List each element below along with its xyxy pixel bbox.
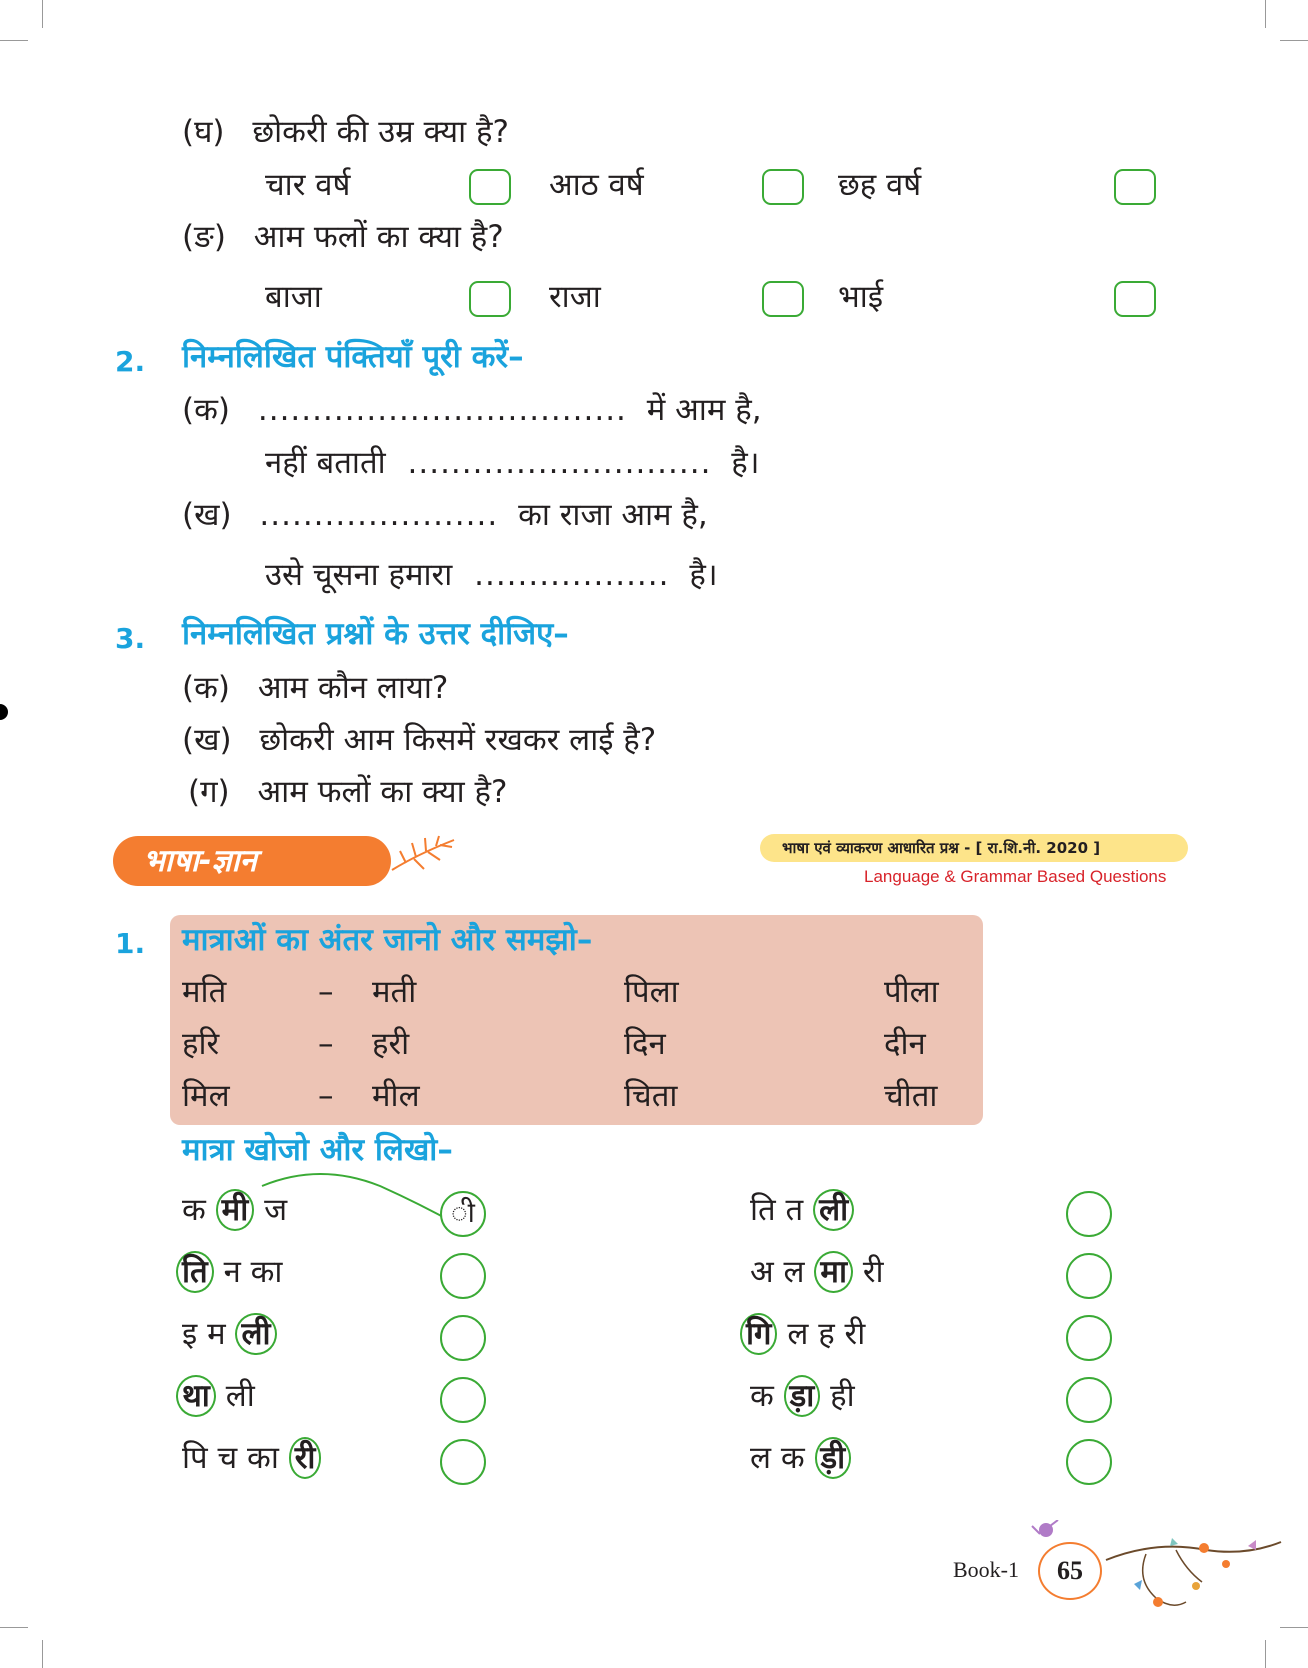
question-text: छोकरी की उम्र क्या है? (252, 114, 509, 150)
line-text: नहीं बताती (265, 445, 386, 481)
matra-word: चीता (884, 1078, 938, 1114)
page-number: 65 (1057, 1556, 1083, 1585)
crop-mark (1280, 1627, 1308, 1628)
highlighted-syllable: ति (176, 1251, 214, 1293)
question-label: (ग) (188, 774, 230, 810)
checkbox[interactable] (762, 169, 804, 205)
answer-circle[interactable] (1066, 1191, 1112, 1237)
question-item (188, 772, 507, 812)
line-text: का राजा आम है, (518, 497, 708, 533)
answer-circle[interactable]: ी (440, 1191, 486, 1237)
highlighted-syllable: गि (740, 1313, 777, 1355)
crop-mark (1265, 0, 1266, 28)
line-text: है। (689, 557, 718, 593)
matra-word: मील (372, 1078, 420, 1114)
option-text: छह वर्ष (838, 167, 922, 203)
checkbox[interactable] (469, 281, 511, 317)
connector-line (260, 1168, 460, 1238)
matra-word: दिन (624, 1026, 666, 1062)
syllable: ही (830, 1378, 855, 1414)
option-text: चार वर्ष (265, 167, 351, 203)
crop-mark (42, 1640, 43, 1668)
option-text: राजा (549, 279, 601, 315)
checkbox[interactable] (1114, 169, 1156, 205)
nep-tag-text: भाषा एवं व्याकरण आधारित प्रश्न - [ रा.शि.नी. 2020 ] (782, 839, 1101, 857)
syllable: अ ल (750, 1254, 805, 1290)
crop-mark (1280, 40, 1308, 41)
section-number: 3. (115, 622, 146, 655)
highlighted-syllable: मा (814, 1251, 853, 1293)
question-nga (182, 217, 504, 257)
crop-mark (0, 1627, 28, 1628)
question-label: (ख) (182, 497, 232, 533)
question-label: (घ) (182, 114, 225, 150)
question-text: आम फलों का क्या है? (253, 219, 504, 255)
question-label: (क) (182, 392, 230, 428)
highlighted-syllable: री (289, 1437, 322, 1479)
highlighted-syllable: था (176, 1375, 216, 1417)
matra-word: मति (182, 974, 227, 1010)
checkbox[interactable] (469, 169, 511, 205)
leaf-sprig-icon (388, 832, 460, 876)
matra-word: मती (372, 974, 417, 1010)
fill-line-kha-1 (182, 495, 708, 535)
syllable: ति त (750, 1192, 804, 1228)
syllable: पि च का (182, 1440, 279, 1476)
syllable: न का (223, 1254, 283, 1290)
option-text: भाई (838, 279, 884, 315)
word-row (176, 1375, 255, 1417)
blank[interactable]: .................................. (257, 392, 627, 428)
matra-word: चिता (624, 1078, 678, 1114)
option-text: बाजा (265, 279, 322, 315)
matra-word: मिल (182, 1078, 230, 1114)
matra-word: हरी (372, 1026, 410, 1062)
word-row (176, 1251, 282, 1293)
sub-title: मात्रा खोजो और लिखो– (182, 1132, 453, 1168)
question-text: आम कौन लाया? (257, 670, 449, 706)
highlighted-syllable: ड़ा (784, 1375, 821, 1417)
book-label: Book-1 (953, 1557, 1019, 1582)
matra-dash: – (318, 974, 334, 1010)
word-row (740, 1313, 865, 1355)
question-item (182, 720, 656, 760)
syllable: ल ह री (787, 1316, 866, 1352)
answer-circle[interactable] (1066, 1315, 1112, 1361)
matra-word: दीन (884, 1026, 926, 1062)
section-title: निम्नलिखित पंक्तियाँ पूरी करें– (182, 339, 524, 375)
word-row (182, 1437, 321, 1479)
syllable: क (750, 1378, 774, 1414)
nep-tag-english: Language & Grammar Based Questions (864, 867, 1167, 886)
section-title: मात्राओं का अंतर जानो और समझो– (182, 922, 593, 958)
question-label: (ङ) (182, 219, 226, 255)
answer-circle[interactable] (440, 1315, 486, 1361)
word-row (750, 1437, 851, 1479)
syllable: ली (225, 1378, 255, 1414)
highlighted-syllable: मी (216, 1189, 255, 1231)
question-gha (182, 112, 509, 152)
fill-line-kha-2 (265, 555, 718, 595)
bhasha-gyan-badge (113, 836, 391, 886)
highlighted-syllable: ली (813, 1189, 854, 1231)
answer-circle[interactable] (440, 1377, 486, 1423)
syllable: इ म (182, 1316, 226, 1352)
blank[interactable]: ............................ (407, 445, 712, 481)
word-row (750, 1375, 855, 1417)
word-row (182, 1189, 287, 1231)
answer-circle[interactable] (1066, 1439, 1112, 1485)
question-text: आम फलों का क्या है? (257, 774, 508, 810)
option-text: आठ वर्ष (549, 167, 644, 203)
nep-tag (760, 834, 1188, 862)
blank[interactable]: .................. (474, 557, 670, 593)
fill-line-ka-1 (182, 390, 762, 430)
question-label: (क) (182, 670, 230, 706)
checkbox[interactable] (1114, 281, 1156, 317)
matra-dash: – (318, 1026, 334, 1062)
question-item (182, 668, 448, 708)
matra-word: पीला (884, 974, 939, 1010)
matra-dash: – (318, 1078, 334, 1114)
question-text: छोकरी आम किसमें रखकर लाई है? (259, 722, 657, 758)
syllable: री (862, 1254, 884, 1290)
syllable: क (182, 1192, 206, 1228)
blank[interactable]: ...................... (259, 497, 499, 533)
answer-circle[interactable] (1066, 1253, 1112, 1299)
syllable: ज (264, 1192, 288, 1228)
section-number: 2. (115, 345, 146, 378)
line-text: उसे चूसना हमारा (265, 557, 453, 593)
section-title: निम्नलिखित प्रश्नों के उत्तर दीजिए– (182, 616, 569, 652)
question-label: (ख) (182, 722, 232, 758)
registration-mark (0, 704, 8, 720)
answer-circle[interactable] (440, 1439, 486, 1485)
highlighted-syllable: ली (235, 1313, 276, 1355)
crop-mark (0, 40, 28, 41)
matra-word: हरि (182, 1026, 220, 1062)
line-text: है। (731, 445, 760, 481)
matra-word: पिला (624, 974, 679, 1010)
word-row (750, 1251, 884, 1293)
syllable: ल क (750, 1440, 805, 1476)
section-number: 1. (115, 927, 146, 960)
crop-mark (42, 0, 43, 28)
word-row (182, 1313, 277, 1355)
checkbox[interactable] (762, 281, 804, 317)
floral-vine-icon (1026, 1520, 1286, 1620)
answer-circle[interactable] (440, 1253, 486, 1299)
word-row (750, 1189, 854, 1231)
fill-line-ka-2 (265, 443, 760, 483)
highlighted-syllable: ड़ी (815, 1437, 852, 1479)
line-text: में आम है, (646, 392, 762, 428)
answer-circle[interactable] (1066, 1377, 1112, 1423)
badge-text: भाषा-ज्ञान (143, 843, 257, 879)
crop-mark (1265, 1640, 1266, 1668)
